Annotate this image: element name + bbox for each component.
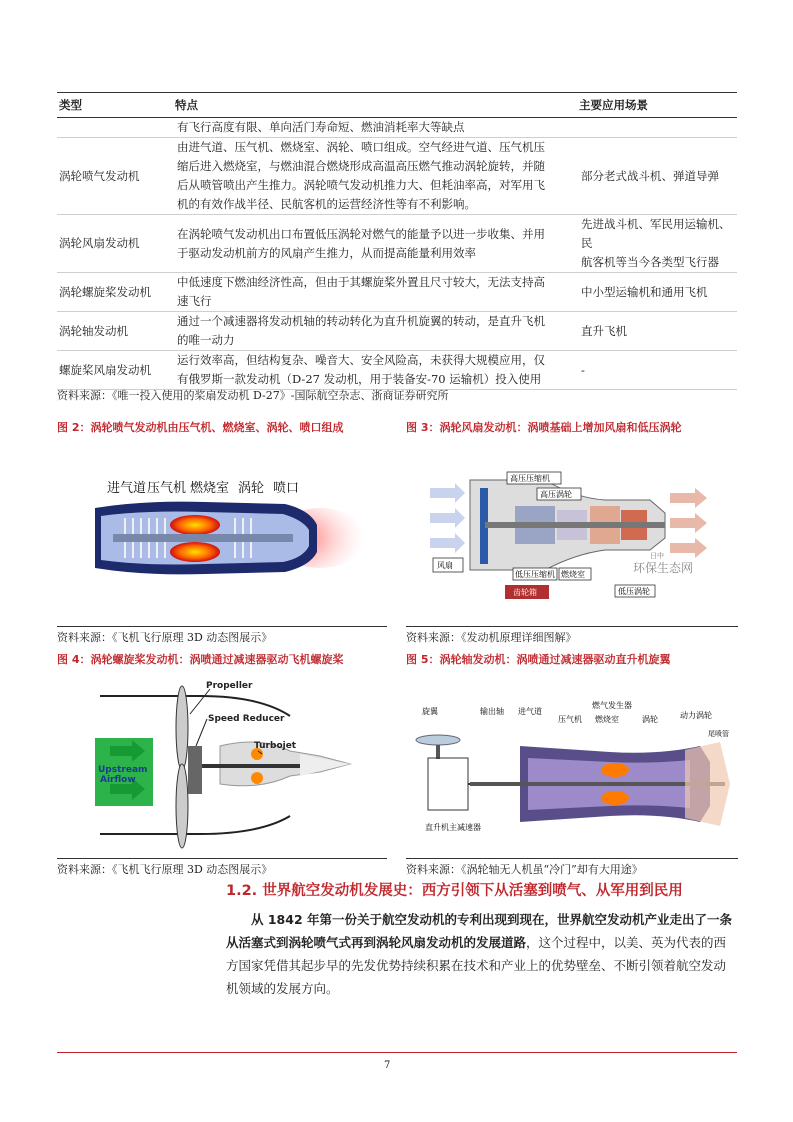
label-turbojet: Turbojet	[254, 741, 297, 751]
fig5-source: 资料来源：《涡轮轴无人机虽“冷门”却有大用途》	[406, 863, 643, 876]
header-use: 主要应用场景	[577, 93, 737, 118]
section-paragraph	[226, 908, 738, 1000]
label-gear: 齿轮箱	[513, 588, 537, 597]
feature-line: 机的有效作战半径、民航客机的运营经济性等有不利影响。	[177, 197, 476, 211]
label-comb5: 燃烧室	[595, 715, 619, 724]
label-hpt: 高压涡轮	[540, 490, 572, 499]
cell-feature	[173, 312, 577, 351]
table-row	[57, 138, 737, 215]
feature-line: 的唯一动力	[177, 333, 235, 347]
table-header-row	[57, 93, 737, 118]
cell-use	[577, 215, 737, 273]
feature-line: 通过一个减速器将发动机轴的转动转化为直升机旋翼的转动，是直升飞机	[177, 314, 545, 328]
fig3-title: 图 3：涡轮风扇发动机：涡喷基础上增加风扇和低压涡轮	[406, 421, 682, 434]
watermark-small: 日中	[650, 552, 664, 560]
use-line: 航客机等当今各类型飞行器	[581, 255, 719, 269]
cell-type: 涡轮螺旋桨发动机	[57, 273, 173, 312]
label-inlet: 进气道	[107, 481, 147, 496]
fig5-bottom-line	[406, 858, 738, 859]
label-rotor: 旋翼	[422, 707, 438, 716]
footer-rule	[57, 1052, 737, 1053]
label-upstream: Upstream	[98, 765, 148, 775]
table-row	[57, 215, 737, 273]
cell-type: 涡轮轴发动机	[57, 312, 173, 351]
header-type: 类型	[57, 93, 173, 118]
label-powerturb: 动力涡轮	[680, 711, 712, 720]
feature-line: 缩后进入燃烧室，与燃油混合燃烧形成高温高压燃气推动涡轮旋转，并随	[177, 159, 545, 173]
fig2-title: 图 2：涡轮喷气发动机由压气机、燃烧室、涡轮、喷口组成	[57, 421, 344, 434]
cell-use	[577, 351, 737, 390]
paragraph-bold: 从 1842 年第一份关于航空发动机的专利出现到现在，世界航空发动机产业走出了一条从活塞式到涡轮喷气式再到涡轮风扇发动机的发展道路	[226, 912, 732, 950]
fig4-title: 图 4：涡轮螺旋桨发动机：涡喷通过减速器驱动飞机螺旋桨	[57, 653, 344, 666]
cell-feature	[173, 215, 577, 273]
fig2-source: 资料来源：《飞机飞行原理 3D 动态图展示》	[57, 631, 273, 644]
cell-type: 涡轮风扇发动机	[57, 215, 173, 273]
table-source: 资料来源：《唯一投入使用的桨扇发动机 D-27》-国际航空杂志、浙商证券研究所	[57, 389, 449, 402]
label-reducer: Speed Reducer	[208, 714, 285, 724]
use-line: 直升飞机	[581, 323, 627, 338]
cell-feature	[173, 118, 577, 138]
header-feature: 特点	[173, 93, 577, 118]
cell-feature	[173, 138, 577, 215]
cell-type: 螺旋桨风扇发动机	[57, 351, 173, 390]
label-nozzle: 喷口	[273, 481, 300, 496]
label-inlet5: 进气道	[518, 707, 542, 716]
engine-types-table	[57, 92, 737, 390]
cell-use	[577, 273, 737, 312]
label-turbine: 涡轮	[238, 481, 265, 496]
feature-line: 于驱动发动机前方的风扇产生推力，从而提高能量利用效率	[177, 245, 476, 260]
fig3-bottom-line	[406, 626, 738, 627]
fig4-source: 资料来源：《飞机飞行原理 3D 动态图展示》	[57, 863, 273, 876]
label-hpc: 高压压缩机	[510, 474, 550, 483]
feature-line: 后从喷管喷出产生推力。涡轮喷气发动机推力大、但耗油率高，对军用飞	[177, 178, 545, 192]
cell-use	[577, 312, 737, 351]
feature-line: 速飞行	[177, 294, 212, 308]
label-lpt: 低压涡轮	[618, 587, 650, 596]
label-comp5: 压气机	[558, 715, 582, 724]
page-number: 7	[384, 1060, 391, 1071]
cell-feature	[173, 273, 577, 312]
section-title: 1.2. 世界航空发动机发展史：西方引领下从活塞到喷气、从军用到民用	[226, 883, 683, 899]
use-line: 中小型运输机和通用飞机	[581, 284, 708, 299]
label-propeller: Propeller	[206, 681, 253, 691]
label-gasgen: 燃气发生器	[592, 701, 632, 710]
cell-feature	[173, 351, 577, 390]
label-shaft: 输出轴	[480, 707, 504, 716]
use-line: 先进战斗机、军民用运输机、民	[581, 217, 731, 250]
fig5-title: 图 5：涡轮轴发动机：涡喷通过减速器驱动直升机旋翼	[406, 653, 671, 666]
label-airflow: Airflow	[100, 775, 136, 785]
turboshaft-diagram	[410, 700, 740, 845]
use-line: 部分老式战斗机、弹道导弹	[581, 168, 719, 183]
fig4-bottom-line	[57, 858, 387, 859]
label-comb: 燃烧室	[561, 570, 585, 579]
feature-line: 运行效率高，但结构复杂、噪音大、安全风险高，未获得大规模应用，仅	[177, 353, 545, 367]
turbofan-diagram	[425, 458, 720, 608]
cell-type: 涡轮喷气发动机	[57, 138, 173, 215]
table-row	[57, 312, 737, 351]
feature-line: 有飞行高度有限、单向活门寿命短、燃油消耗率大等缺点	[177, 120, 465, 134]
feature-line: 中低速度下燃油经济性高，但由于其螺旋桨外置且尺寸较大，无法支持高	[177, 275, 545, 289]
table-row	[57, 273, 737, 312]
label-fan: 风扇	[437, 561, 453, 570]
label-combustor: 燃烧室	[190, 481, 230, 496]
watermark: 环保生态网	[633, 561, 694, 575]
fig3-source: 资料来源：《发动机原理详细图解》	[406, 631, 577, 644]
label-lpc: 低压压缩机	[515, 570, 555, 579]
cell-use	[577, 138, 737, 215]
turboprop-diagram	[90, 676, 380, 851]
paragraph-rest: ，这个过程中，以美、英为代表的西方国家凭借其起步早的先发优势持续积累在技术和产业上的优势壁垒、不断引领着航空发动机领域的发展方向。	[226, 935, 727, 996]
label-compressor: 压气机	[147, 481, 187, 496]
feature-line: 在涡轮喷气发动机出口布置低压涡轮对燃气的能量予以进一步收集、并用	[177, 226, 545, 241]
table-row	[57, 118, 737, 138]
label-tail: 尾喷管	[708, 730, 729, 738]
table-row	[57, 351, 737, 390]
use-line: -	[581, 362, 585, 377]
cell-use	[577, 118, 737, 138]
turbojet-diagram	[85, 470, 365, 600]
label-turb5: 涡轮	[642, 715, 658, 724]
label-gearbox: 直升机主减速器	[425, 823, 481, 832]
feature-line: 有俄罗斯一款发动机（D-27 发动机，用于装备安-70 运输机）投入使用	[177, 372, 542, 386]
cell-type	[57, 118, 173, 138]
feature-line: 由进气道、压气机、燃烧室、涡轮、喷口组成。空气经进气道、压气机压	[177, 140, 545, 154]
fig2-bottom-line	[57, 626, 387, 627]
